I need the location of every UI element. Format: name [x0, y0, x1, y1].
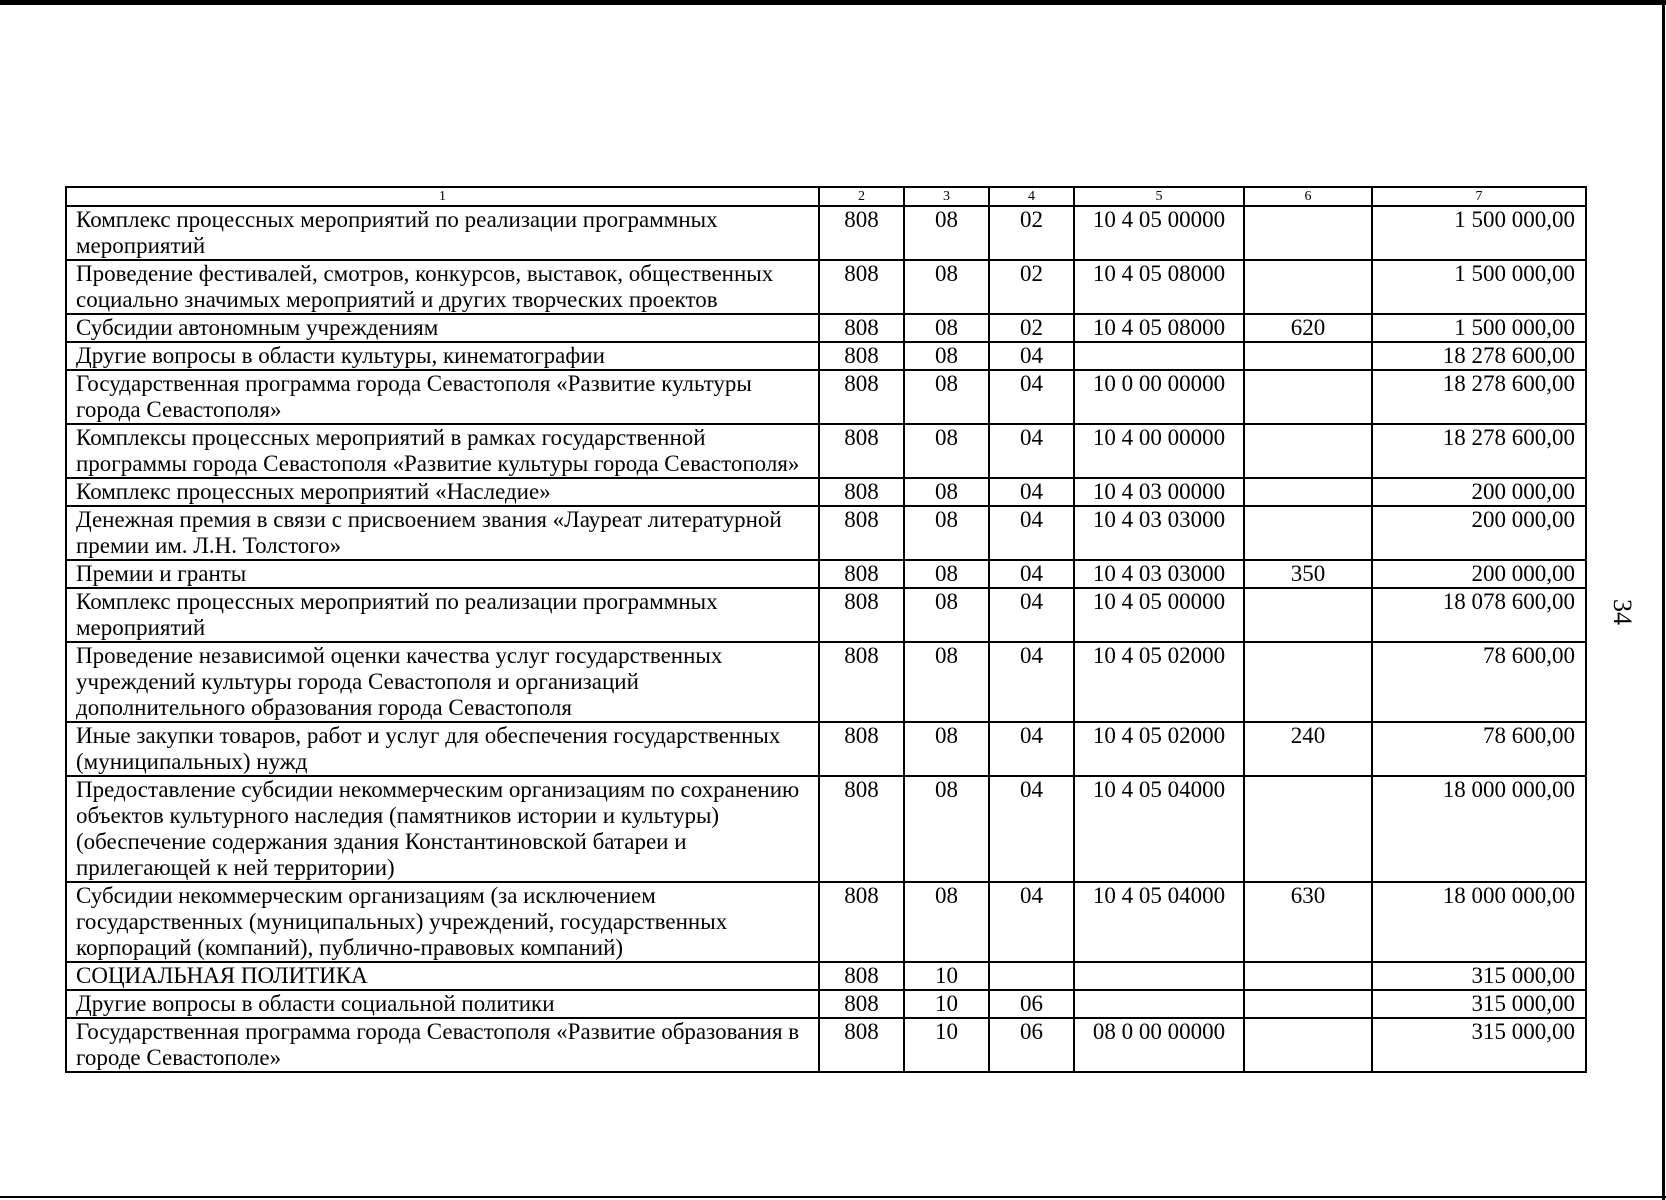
row-name: Проведение независимой оценки качества услуг государственных учреждений культуры города Севастополя и организаций дополнительного образования города Севастополя	[66, 642, 819, 722]
row-target-article: 10 4 05 02000	[1074, 642, 1244, 722]
table-row	[66, 206, 1586, 260]
table-row	[66, 342, 1586, 370]
row-target-article	[1074, 990, 1244, 1018]
row-subsection-code: 04	[989, 722, 1074, 776]
table-row	[66, 424, 1586, 478]
table-row	[66, 882, 1586, 962]
row-section-code: 08	[904, 206, 989, 260]
row-section-code: 08	[904, 642, 989, 722]
table-row	[66, 776, 1586, 882]
column-number: 1	[66, 187, 819, 206]
row-name: Субсидии некоммерческим организациям (за исключением государственных (муниципальных) учреждений, государственных корпораций (компаний), публично-правовых компаний)	[66, 882, 819, 962]
row-name: Комплекс процессных мероприятий по реализации программных мероприятий	[66, 588, 819, 642]
row-target-article	[1074, 962, 1244, 990]
column-number: 5	[1074, 187, 1244, 206]
row-grbs-code: 808	[819, 962, 904, 990]
row-section-code: 08	[904, 506, 989, 560]
row-grbs-code: 808	[819, 314, 904, 342]
row-expense-type	[1244, 260, 1372, 314]
row-name: СОЦИАЛЬНАЯ ПОЛИТИКА	[66, 962, 819, 990]
row-amount: 18 078 600,00	[1372, 588, 1586, 642]
row-amount: 315 000,00	[1372, 962, 1586, 990]
row-grbs-code: 808	[819, 342, 904, 370]
row-grbs-code: 808	[819, 206, 904, 260]
row-name: Иные закупки товаров, работ и услуг для обеспечения государственных (муниципальных) нужд	[66, 722, 819, 776]
table-row	[66, 370, 1586, 424]
row-grbs-code: 808	[819, 588, 904, 642]
row-grbs-code: 808	[819, 642, 904, 722]
row-target-article: 10 4 03 00000	[1074, 478, 1244, 506]
row-grbs-code: 808	[819, 722, 904, 776]
row-target-article: 10 4 03 03000	[1074, 506, 1244, 560]
row-section-code: 08	[904, 882, 989, 962]
row-section-code: 08	[904, 370, 989, 424]
row-name: Комплекс процессных мероприятий «Наследие»	[66, 478, 819, 506]
column-number: 2	[819, 187, 904, 206]
row-expense-type	[1244, 962, 1372, 990]
row-amount: 200 000,00	[1372, 560, 1586, 588]
row-expense-type: 630	[1244, 882, 1372, 962]
row-name: Государственная программа города Севастополя «Развитие образования в городе Севастополе»	[66, 1018, 819, 1072]
row-expense-type	[1244, 506, 1372, 560]
column-number: 7	[1372, 187, 1586, 206]
row-expense-type	[1244, 342, 1372, 370]
row-section-code: 08	[904, 342, 989, 370]
row-target-article: 10 4 05 02000	[1074, 722, 1244, 776]
row-section-code: 08	[904, 588, 989, 642]
table-row	[66, 478, 1586, 506]
row-target-article: 10 4 05 04000	[1074, 882, 1244, 962]
row-amount: 200 000,00	[1372, 506, 1586, 560]
table-row	[66, 588, 1586, 642]
row-amount: 1 500 000,00	[1372, 206, 1586, 260]
row-amount: 18 000 000,00	[1372, 776, 1586, 882]
row-expense-type	[1244, 370, 1372, 424]
row-section-code: 08	[904, 424, 989, 478]
row-grbs-code: 808	[819, 1018, 904, 1072]
row-target-article: 08 0 00 00000	[1074, 1018, 1244, 1072]
column-number: 4	[989, 187, 1074, 206]
scan-border-right	[1662, 0, 1665, 1200]
row-subsection-code: 04	[989, 560, 1074, 588]
row-grbs-code: 808	[819, 424, 904, 478]
table-body	[66, 187, 1586, 1072]
row-grbs-code: 808	[819, 990, 904, 1018]
row-subsection-code: 04	[989, 424, 1074, 478]
row-expense-type: 620	[1244, 314, 1372, 342]
table-row	[66, 1018, 1586, 1072]
row-subsection-code: 02	[989, 260, 1074, 314]
row-section-code: 08	[904, 314, 989, 342]
row-grbs-code: 808	[819, 560, 904, 588]
row-amount: 78 600,00	[1372, 722, 1586, 776]
row-subsection-code	[989, 962, 1074, 990]
row-name: Комплексы процессных мероприятий в рамках государственной программы города Севастополя «Развитие культуры города Севастополя»	[66, 424, 819, 478]
row-grbs-code: 808	[819, 260, 904, 314]
table-row	[66, 990, 1586, 1018]
row-expense-type	[1244, 206, 1372, 260]
row-amount: 315 000,00	[1372, 1018, 1586, 1072]
row-expense-type	[1244, 776, 1372, 882]
row-section-code: 08	[904, 560, 989, 588]
row-expense-type	[1244, 588, 1372, 642]
row-section-code: 10	[904, 1018, 989, 1072]
row-grbs-code: 808	[819, 506, 904, 560]
row-name: Государственная программа города Севастополя «Развитие культуры города Севастополя»	[66, 370, 819, 424]
row-grbs-code: 808	[819, 370, 904, 424]
row-target-article: 10 4 00 00000	[1074, 424, 1244, 478]
table-row	[66, 962, 1586, 990]
row-subsection-code: 04	[989, 506, 1074, 560]
row-expense-type	[1244, 424, 1372, 478]
row-grbs-code: 808	[819, 776, 904, 882]
row-target-article: 10 4 05 08000	[1074, 260, 1244, 314]
row-amount: 18 000 000,00	[1372, 882, 1586, 962]
row-target-article: 10 0 00 00000	[1074, 370, 1244, 424]
row-section-code: 10	[904, 962, 989, 990]
row-amount: 1 500 000,00	[1372, 260, 1586, 314]
row-name: Проведение фестивалей, смотров, конкурсов, выставок, общественных социально значимых мероприятий и других творческих проектов	[66, 260, 819, 314]
row-name: Субсидии автономным учреждениям	[66, 314, 819, 342]
row-amount: 1 500 000,00	[1372, 314, 1586, 342]
row-subsection-code: 04	[989, 776, 1074, 882]
row-expense-type: 240	[1244, 722, 1372, 776]
row-subsection-code: 04	[989, 882, 1074, 962]
table-row	[66, 560, 1586, 588]
table-row	[66, 722, 1586, 776]
row-subsection-code: 02	[989, 206, 1074, 260]
row-amount: 315 000,00	[1372, 990, 1586, 1018]
budget-table	[65, 186, 1587, 1073]
row-amount: 18 278 600,00	[1372, 342, 1586, 370]
row-subsection-code: 04	[989, 478, 1074, 506]
row-expense-type	[1244, 1018, 1372, 1072]
scan-border-bottom	[0, 1196, 1666, 1198]
row-target-article: 10 4 05 04000	[1074, 776, 1244, 882]
scan-border-top	[0, 0, 1666, 5]
row-grbs-code: 808	[819, 478, 904, 506]
column-number: 6	[1244, 187, 1372, 206]
row-name: Премии и гранты	[66, 560, 819, 588]
row-subsection-code: 02	[989, 314, 1074, 342]
table-row	[66, 260, 1586, 314]
row-subsection-code: 04	[989, 342, 1074, 370]
row-amount: 18 278 600,00	[1372, 370, 1586, 424]
row-subsection-code: 04	[989, 588, 1074, 642]
row-name: Другие вопросы в области социальной политики	[66, 990, 819, 1018]
row-section-code: 08	[904, 722, 989, 776]
row-amount: 18 278 600,00	[1372, 424, 1586, 478]
row-expense-type	[1244, 990, 1372, 1018]
row-expense-type: 350	[1244, 560, 1372, 588]
row-subsection-code: 04	[989, 642, 1074, 722]
row-name: Предоставление субсидии некоммерческим организациям по сохранению объектов культурного наследия (памятников истории и культуры) (обеспечение содержания здания Константиновской батареи и прилегающей к ней территории)	[66, 776, 819, 882]
row-amount: 200 000,00	[1372, 478, 1586, 506]
row-section-code: 08	[904, 776, 989, 882]
table-row	[66, 506, 1586, 560]
row-section-code: 08	[904, 478, 989, 506]
row-section-code: 10	[904, 990, 989, 1018]
row-name: Комплекс процессных мероприятий по реализации программных мероприятий	[66, 206, 819, 260]
row-expense-type	[1244, 478, 1372, 506]
row-name: Другие вопросы в области культуры, кинематографии	[66, 342, 819, 370]
row-grbs-code: 808	[819, 882, 904, 962]
table-row	[66, 314, 1586, 342]
row-subsection-code: 06	[989, 990, 1074, 1018]
row-target-article: 10 4 05 00000	[1074, 206, 1244, 260]
row-amount: 78 600,00	[1372, 642, 1586, 722]
row-expense-type	[1244, 642, 1372, 722]
row-subsection-code: 06	[989, 1018, 1074, 1072]
page-number: 34	[1608, 599, 1637, 625]
row-target-article: 10 4 03 03000	[1074, 560, 1244, 588]
row-target-article: 10 4 05 00000	[1074, 588, 1244, 642]
column-number-row	[66, 187, 1586, 206]
row-section-code: 08	[904, 260, 989, 314]
row-subsection-code: 04	[989, 370, 1074, 424]
table-row	[66, 642, 1586, 722]
row-target-article: 10 4 05 08000	[1074, 314, 1244, 342]
row-name: Денежная премия в связи с присвоением звания «Лауреат литературной премии им. Л.Н. Толстого»	[66, 506, 819, 560]
row-target-article	[1074, 342, 1244, 370]
column-number: 3	[904, 187, 989, 206]
